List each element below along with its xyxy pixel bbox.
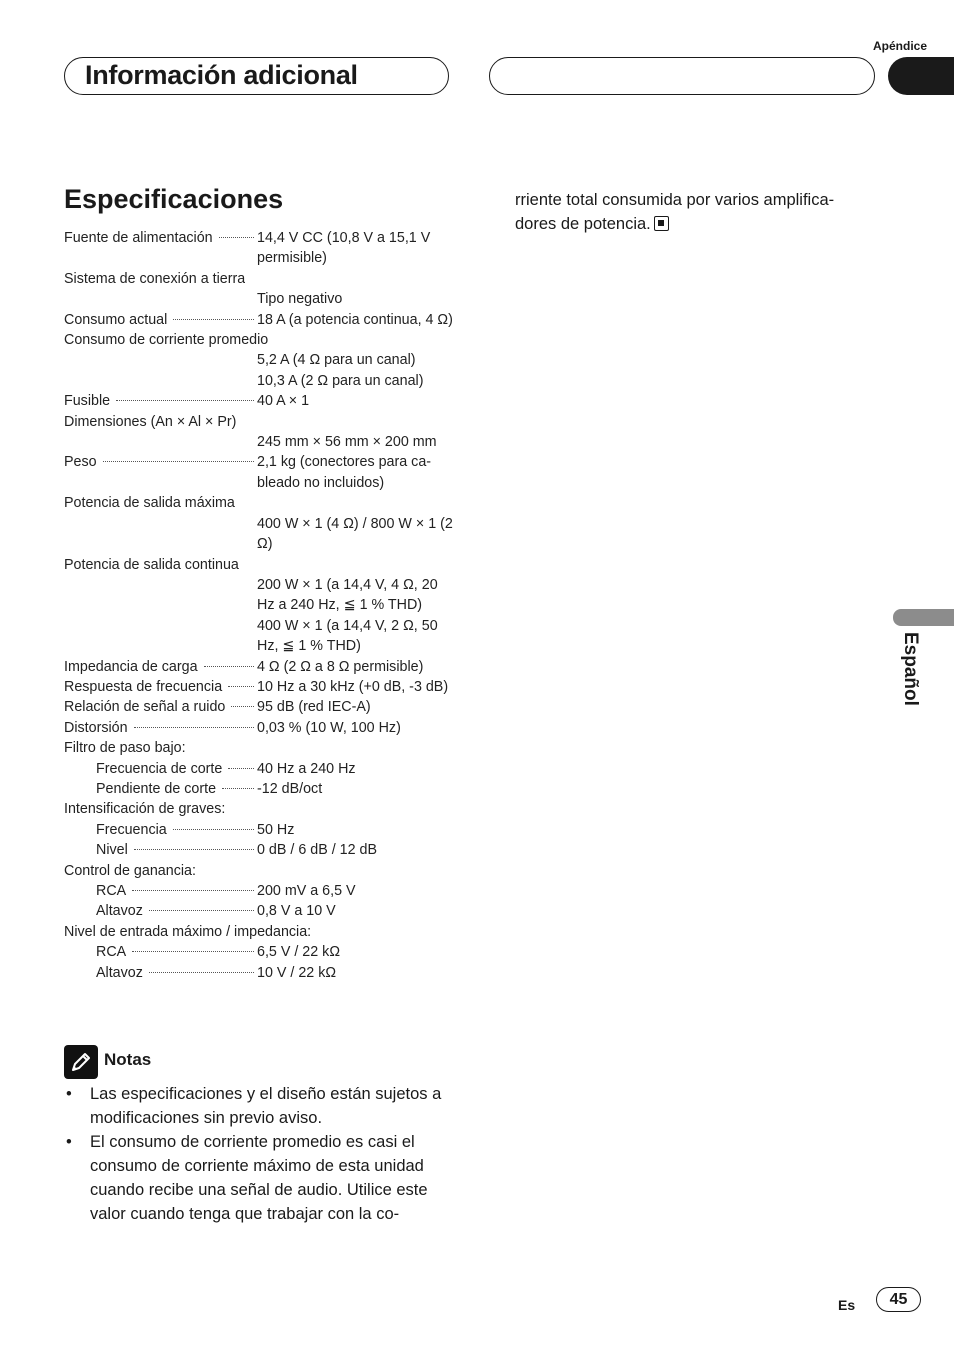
spec-row: [64, 391, 456, 411]
spec-value: 40 A × 1: [257, 393, 310, 410]
spec-row: [64, 555, 456, 575]
spec-label: Respuesta de frecuencia: [64, 678, 223, 695]
notes-header: [64, 1045, 151, 1079]
spec-row: [64, 269, 456, 289]
spec-label: Distorsión: [64, 719, 128, 736]
spec-label: Intensificación de graves:: [64, 801, 226, 818]
spec-label: Potencia de salida máxima: [64, 495, 235, 512]
spec-value: 10 V / 22 kΩ: [257, 964, 337, 981]
language-tab: [893, 609, 954, 626]
spec-row: [64, 963, 456, 983]
header-tab-marker: [888, 57, 954, 95]
spec-row: [64, 881, 456, 901]
spec-row: [64, 493, 456, 513]
spec-row: [64, 861, 456, 881]
spec-row: [64, 228, 456, 269]
spec-value: 0,8 V a 10 V: [257, 903, 336, 920]
spec-row: [64, 657, 456, 677]
spec-label: Frecuencia de corte: [96, 760, 223, 777]
spec-label: Frecuencia: [96, 821, 167, 838]
spec-value: -12 dB/oct: [257, 780, 323, 797]
spec-value: 50 Hz: [257, 821, 295, 838]
spec-row: [64, 310, 456, 330]
notes-list: [64, 1082, 456, 1226]
spec-row: [64, 820, 456, 840]
spec-label: Altavoz: [96, 903, 143, 920]
spec-list: [64, 228, 456, 983]
header-title: Información adicional: [85, 60, 358, 90]
spec-value: 200 mV a 6,5 V: [257, 883, 356, 899]
note-continuation: [515, 188, 875, 236]
spec-value: 0,03 % (10 W, 100 Hz): [257, 719, 401, 736]
spec-label: Peso: [64, 454, 97, 471]
spec-row: [64, 350, 456, 370]
spec-label: Impedancia de carga: [64, 658, 198, 675]
spec-value: 18 A (a potencia continua, 4 Ω): [257, 311, 453, 328]
spec-value: 95 dB (red IEC-A): [257, 699, 371, 716]
spec-value: Tipo negativo: [257, 291, 343, 308]
notes-title: Notas: [104, 1050, 152, 1069]
note-item: • El consumo de corriente promedio es casi el consumo de corriente máximo de esta unidad cuando recibe una señal de audio. Utilice este valor cuando tenga que trabajar con la co-: [66, 1133, 428, 1223]
note-text: El consumo de corriente promedio es casi el consumo de corriente máximo de esta unidad cuando recibe una señal de audio. Utilice este valor cuando tenga que trabajar con la co-: [90, 1133, 428, 1223]
spec-row: [64, 799, 456, 819]
language-label: Español: [900, 632, 921, 706]
spec-row: [64, 616, 456, 657]
spec-label: Potencia de salida continua: [64, 556, 239, 573]
spec-row: [64, 412, 456, 432]
header-empty-frame: [489, 57, 875, 95]
spec-value: 14,4 V CC (10,8 V a 15,1 V permisible): [257, 230, 431, 267]
spec-label: Nivel de entrada máximo / impedancia:: [64, 923, 312, 940]
spec-row: [64, 738, 456, 758]
pencil-icon: [64, 1045, 98, 1079]
spec-row: [64, 677, 456, 697]
spec-row: [64, 371, 456, 391]
spec-label: Fuente de alimentación: [64, 230, 213, 246]
spec-value: 10,3 A (2 Ω para un canal): [257, 372, 424, 389]
page-number: 45: [876, 1287, 921, 1312]
spec-row: [64, 330, 456, 350]
spec-label: Consumo actual: [64, 311, 168, 328]
note-item: • Las especificaciones y el diseño están sujetos a modificaciones sin previo aviso.: [66, 1085, 442, 1127]
spec-value: 4 Ω (2 Ω a 8 Ω permisible): [257, 658, 424, 675]
spec-value: 0 dB / 6 dB / 12 dB: [257, 842, 378, 859]
spec-label: Consumo de corriente promedio: [64, 332, 269, 349]
spec-row: [64, 452, 456, 493]
end-of-section-icon: [654, 216, 669, 231]
spec-value: 400 W × 1 (a 14,4 V, 2 Ω, 50 Hz, ≦ 1 % THD): [257, 617, 438, 655]
spec-row: [64, 901, 456, 921]
spec-value: 10 Hz a 30 kHz (+0 dB, -3 dB): [257, 678, 449, 695]
spec-label: Altavoz: [96, 964, 143, 981]
spec-value: 40 Hz a 240 Hz: [257, 760, 356, 777]
spec-row: [64, 718, 456, 738]
spec-value: 6,5 V / 22 kΩ: [257, 944, 341, 961]
section-label: Apéndice: [872, 39, 927, 53]
header-title-frame: [64, 57, 449, 95]
spec-row: [64, 697, 456, 717]
spec-value: 245 mm × 56 mm × 200 mm: [257, 434, 437, 451]
spec-label: Filtro de paso bajo:: [64, 740, 186, 757]
spec-row: [64, 575, 456, 616]
language-label-box: [897, 632, 927, 720]
spec-label: RCA: [96, 944, 127, 961]
spec-label: Fusible: [64, 393, 111, 410]
spec-label: Relación de señal a ruido: [64, 699, 226, 716]
spec-row: [64, 759, 456, 779]
spec-row: [64, 840, 456, 860]
spec-value: 200 W × 1 (a 14,4 V, 4 Ω, 20 Hz a 240 Hz, ≦ 1 % THD): [257, 576, 438, 614]
spec-row: [64, 289, 456, 309]
spec-label: RCA: [96, 883, 127, 899]
footer-lang-code: Es: [838, 1297, 856, 1313]
note-text: Las especificaciones y el diseño están sujetos a modificaciones sin previo aviso.: [90, 1085, 442, 1127]
spec-row: [64, 514, 456, 555]
spec-row: [64, 942, 456, 962]
spec-row: [64, 432, 456, 452]
spec-value: 5,2 A (4 Ω para un canal): [257, 352, 416, 369]
note-continuation-text: rriente total consumida por varios amplifica-dores de potencia.: [515, 191, 835, 233]
spec-row: [64, 779, 456, 799]
section-title: Especificaciones: [64, 184, 284, 214]
spec-label: Nivel: [96, 842, 128, 859]
spec-label: Pendiente de corte: [96, 780, 217, 797]
spec-row: [64, 922, 456, 942]
spec-label: Dimensiones (An × Al × Pr): [64, 413, 237, 430]
spec-label: Sistema de conexión a tierra: [64, 270, 246, 287]
spec-label: Control de ganancia:: [64, 862, 196, 879]
spec-value: 400 W × 1 (4 Ω) / 800 W × 1 (2 Ω): [257, 515, 453, 553]
spec-value: 2,1 kg (conectores para ca-bleado no incluidos): [257, 454, 432, 491]
